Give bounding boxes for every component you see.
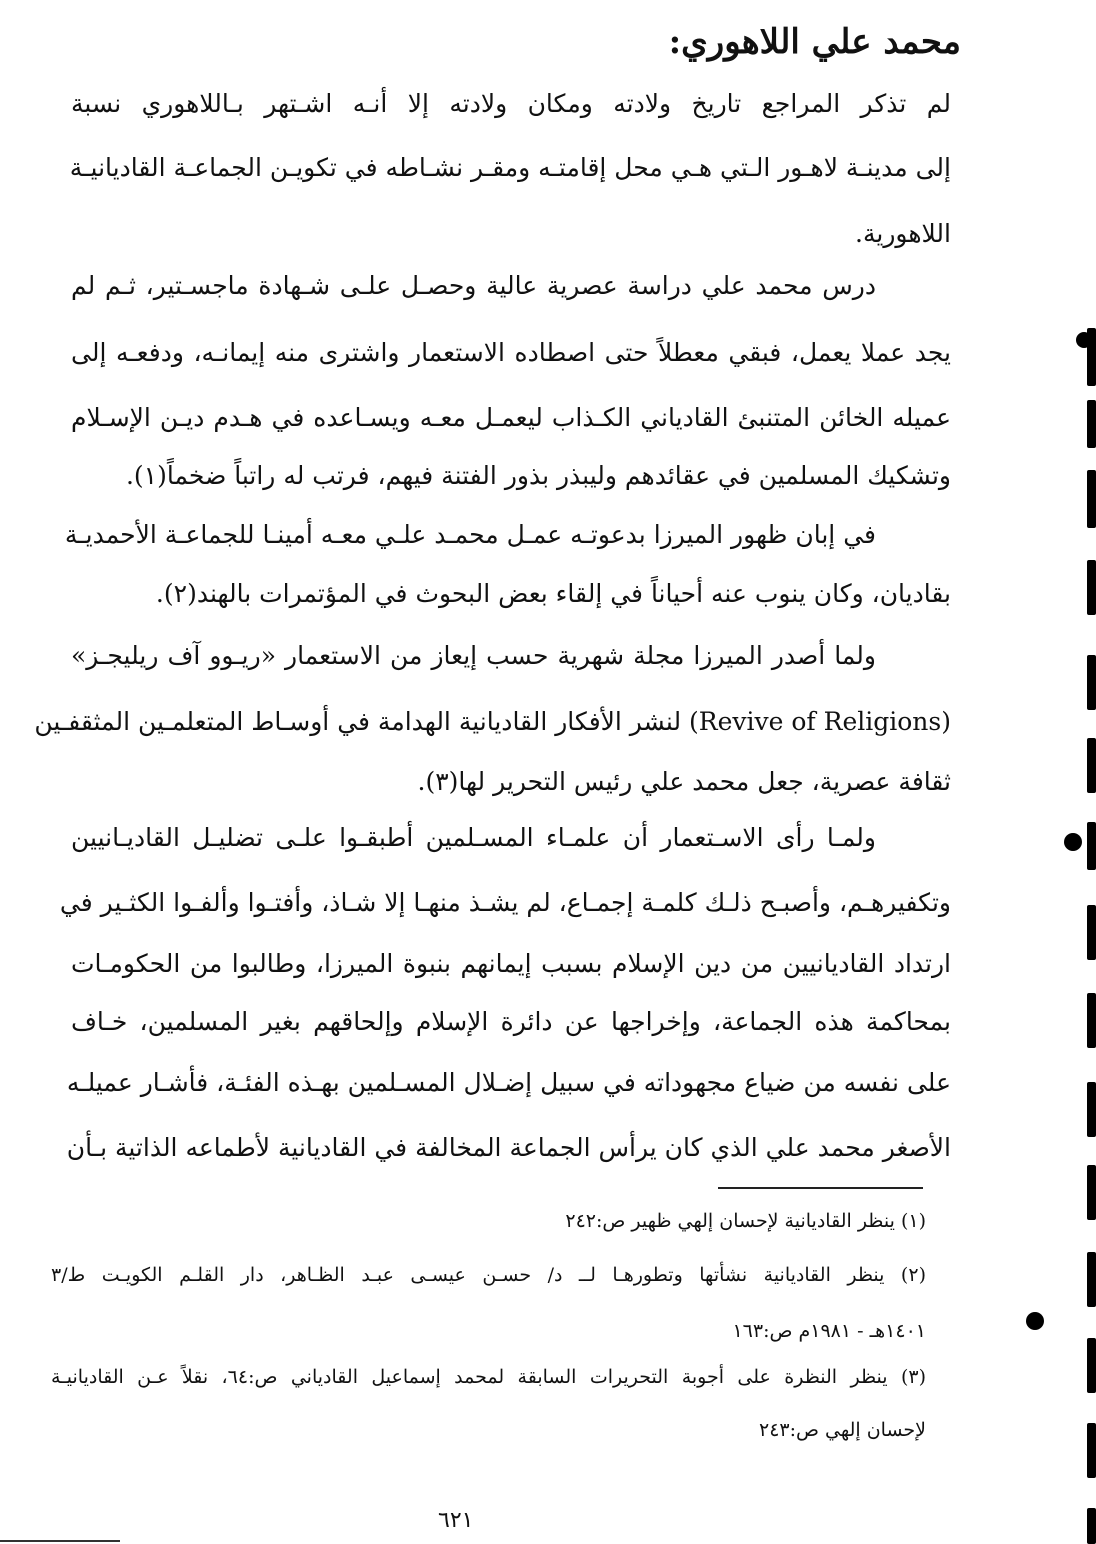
body-line: ولمـا رأى الاسـتعمار أن علمـاء المسـلمين أطبقـوا علـى تضليـل القاديـانيين: [71, 823, 876, 852]
binding-hole: [1026, 1312, 1044, 1330]
body-line: عميله الخائن المتنبئ القادياني الكـذاب ليعمـل معـه ويسـاعده في هـدم ديـن الإسـلام: [71, 403, 951, 432]
binding-mark: [1087, 1338, 1096, 1393]
binding-mark: [1087, 905, 1096, 960]
binding-mark: [1087, 1165, 1096, 1220]
footnote: ١٤٠١هـ - ١٩٨١م ص:١٦٣: [732, 1320, 926, 1342]
binding-mark: [1087, 1423, 1096, 1478]
section-heading: محمد علي اللاهوري:: [668, 22, 961, 62]
body-line: في إبان ظهور الميرزا بدعوتـه عمـل محمـد علـي معـه أمينـا للجماعـة الأحمديـة: [64, 520, 876, 549]
footnote: (١) ينظر القاديانية لإحسان إلهي ظهير ص:٢٤٢: [565, 1210, 926, 1232]
binding-mark: [1087, 560, 1096, 615]
footnote: (٣) ينظر النظرة على أجوبة التحريرات السابقة لمحمد إسماعيل القادياني ص:٦٤، نقلاً عـن القاديانيـة: [51, 1366, 926, 1388]
binding-mark: [1087, 738, 1096, 793]
body-line: بقاديان، وكان ينوب عنه أحياناً في إلقاء بعض البحوث في المؤتمرات بالهند(٢).: [155, 579, 951, 608]
body-line: درس محمد علي دراسة عصرية عالية وحصـل علـى شـهادة ماجسـتير، ثـم لم: [71, 271, 876, 300]
binding-mark: [1087, 470, 1096, 528]
binding-mark: [1087, 328, 1096, 386]
binding-mark: [1087, 655, 1096, 710]
binding-mark: [1087, 1082, 1096, 1137]
page-number: ٦٢١: [438, 1508, 474, 1533]
body-line: لم تذكر المراجع تاريخ ولادته ومكان ولادته إلا أنـه اشـتهر بـاللاهوري نسبة: [71, 89, 951, 118]
body-line: اللاهورية.: [855, 219, 951, 248]
body-line: الأصغر محمد علي الذي كان يرأس الجماعة المخالفة في القاديانية لأطماعه الذاتية بـأن: [66, 1133, 951, 1162]
body-line: إلى مدينـة لاهـور الـتي هـي محل إقامتـه ومقـر نشـاطه في تكويـن الجماعـة القاديانيـة: [69, 153, 951, 182]
binding-mark: [1087, 400, 1096, 448]
body-line: يجد عملا يعمل، فبقي معطلاً حتى اصطاده الاستعمار واشترى منه إيمانـه، ودفعـه إلى: [71, 338, 951, 367]
footnote: (٢) ينظر القاديانية نشأتها وتطورهـا لــ د/ حسـن عيسـى عبـد الظـاهر، دار القلـم الكويـت ط/٣: [51, 1264, 926, 1286]
binding-mark: [1087, 822, 1096, 870]
binding-hole: [1064, 833, 1082, 851]
binding-mark: [1087, 1508, 1096, 1544]
body-line: وتشكيك المسلمين في عقائدهم وليبذر بذور الفتنة فيهم، فرتب له راتباً ضخماً(١).: [125, 461, 951, 490]
binding-mark: [1087, 1252, 1096, 1307]
body-line: وتكفيرهـم، وأصبـح ذلـك كلمـة إجمـاع، لم يشـذ منهـا إلا شـاذ، وأفتـوا وألفـوا الكثـير في: [59, 888, 951, 917]
body-line: ثقافة عصرية، جعل محمد علي رئيس التحرير لها(٣).: [417, 767, 951, 796]
body-line: على نفسه من ضياع مجهوداته في سبيل إضـلال المسـلمين بهـذه الفئـة، فأشـار عميلـه: [66, 1068, 951, 1097]
body-line: ولما أصدر الميرزا مجلة شهرية حسب إيعاز من الاستعمار «ريـوو آف ريليجـز»: [71, 641, 876, 670]
body-line: بمحاكمة هذه الجماعة، وإخراجها عن دائرة الإسلام وإلحاقهم بغير المسلمين، خـاف: [71, 1007, 951, 1036]
footnote: لإحسان إلهي ص:٢٤٣: [758, 1419, 926, 1441]
body-line: (Revive of Religions) لنشر الأفكار القاديانية الهدامة في أوسـاط المتعلمـين المثقفـين: [34, 707, 951, 736]
body-line: ارتداد القاديانيين من دين الإسلام بسبب إيمانهم بنبوة الميرزا، وطالبوا من الحكومـات: [71, 949, 951, 978]
binding-mark: [1087, 993, 1096, 1048]
footnote-divider: [718, 1187, 923, 1189]
bottom-scan-edge: [0, 1540, 120, 1542]
